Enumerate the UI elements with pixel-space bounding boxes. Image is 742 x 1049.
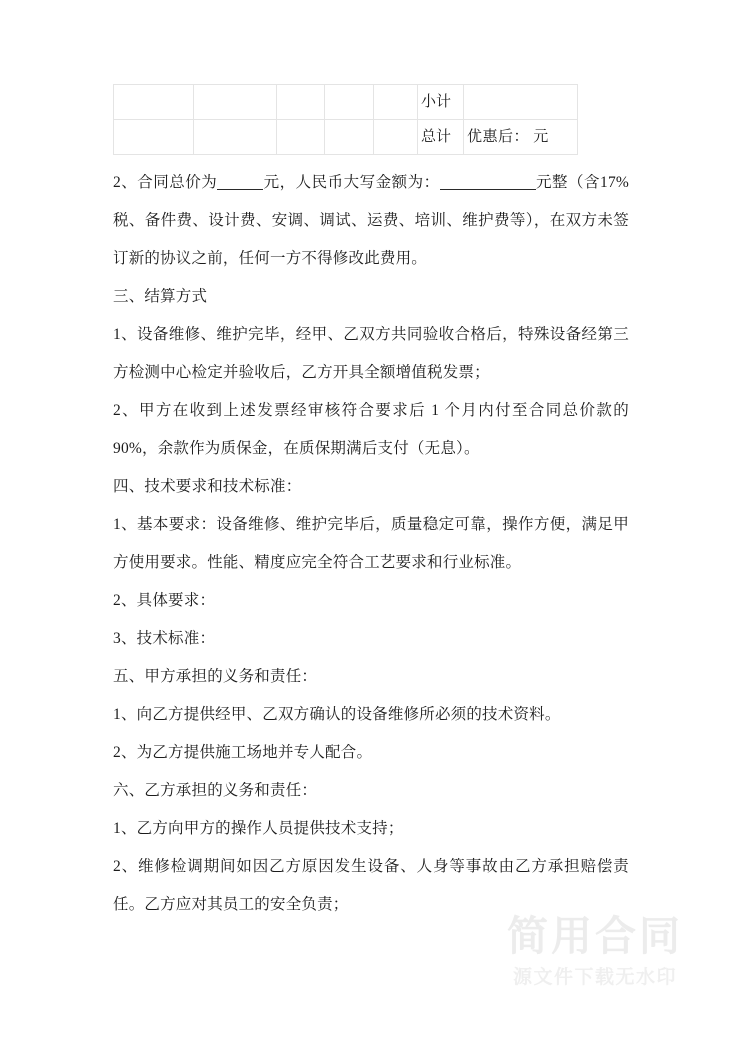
clause-6-2: 2、维修检调期间如因乙方原因发生设备、人身等事故由乙方承担赔偿责任。乙方应对其员工的安全负责； [113,858,629,913]
table-cell-total-value[interactable]: 优惠后： 元 [464,120,578,155]
heading-section-3: 三、结算方式 [113,288,208,305]
table-cell[interactable] [374,85,418,120]
heading-section-4: 四、技术要求和技术标准： [113,478,302,495]
clause-total-price-part3: 元整（含17%税、备件费、设计费、安调、调试、运费、培训、维护费等），在双方未签订新的协议之前，任何一方不得修改此费用。 [113,174,630,267]
heading-section-5: 五、甲方承担的义务和责任： [113,668,318,685]
table-cell[interactable] [114,120,194,155]
table-cell[interactable] [114,85,194,120]
table-cell[interactable] [325,85,374,120]
watermark-brand: 简用合同 [507,912,683,961]
amount-in-words-blank-field[interactable] [440,189,536,190]
watermark [464,912,726,991]
watermark-tagline: 源文件下载无水印 [512,965,677,988]
table-row [114,85,578,120]
table-cell[interactable] [374,120,418,155]
table-cell[interactable] [194,85,277,120]
price-summary-table [113,84,578,155]
clause-3-2: 2、甲方在收到上述发票经审核符合要求后 1 个月内付至合同总价款的 90%，余款作为质保金，在质保期满后支付（无息）。 [113,402,629,457]
amount-blank-field[interactable] [217,189,263,190]
table-cell[interactable] [325,120,374,155]
document-content [113,84,629,924]
table-cell[interactable] [277,85,325,120]
clause-total-price-part1: 2、合同总价为 [113,174,218,191]
table-cell[interactable] [277,120,325,155]
clause-4-2: 2、具体要求： [113,592,216,609]
clause-5-1: 1、向乙方提供经甲、乙双方确认的设备维修所必须的技术资料。 [113,706,561,723]
clause-4-1: 1、基本要求：设备维修、维护完毕后，质量稳定可靠，操作方便，满足甲方使用要求。性能、精度应完全符合工艺要求和行业标准。 [113,516,629,571]
clause-4-3: 3、技术标准： [113,630,216,647]
clause-6-1: 1、乙方向甲方的操作人员提供技术支持； [113,820,404,837]
table-row [114,120,578,155]
table-cell-subtotal-value[interactable] [464,85,578,120]
clause-5-2: 2、为乙方提供施工场地并专人配合。 [113,744,373,761]
clause-3-1: 1、设备维修、维护完毕，经甲、乙双方共同验收合格后，特殊设备经第三方检测中心检定并验收后，乙方开具全额增值税发票； [113,326,629,381]
table-cell-total-label: 总计 [418,120,464,155]
clause-total-price-part2: 元，人民币大写金额为： [263,174,440,191]
clause-total-price [113,164,629,278]
heading-section-6: 六、乙方承担的义务和责任： [113,782,318,799]
table-cell[interactable] [194,120,277,155]
table-cell-subtotal-label: 小计 [418,85,464,120]
